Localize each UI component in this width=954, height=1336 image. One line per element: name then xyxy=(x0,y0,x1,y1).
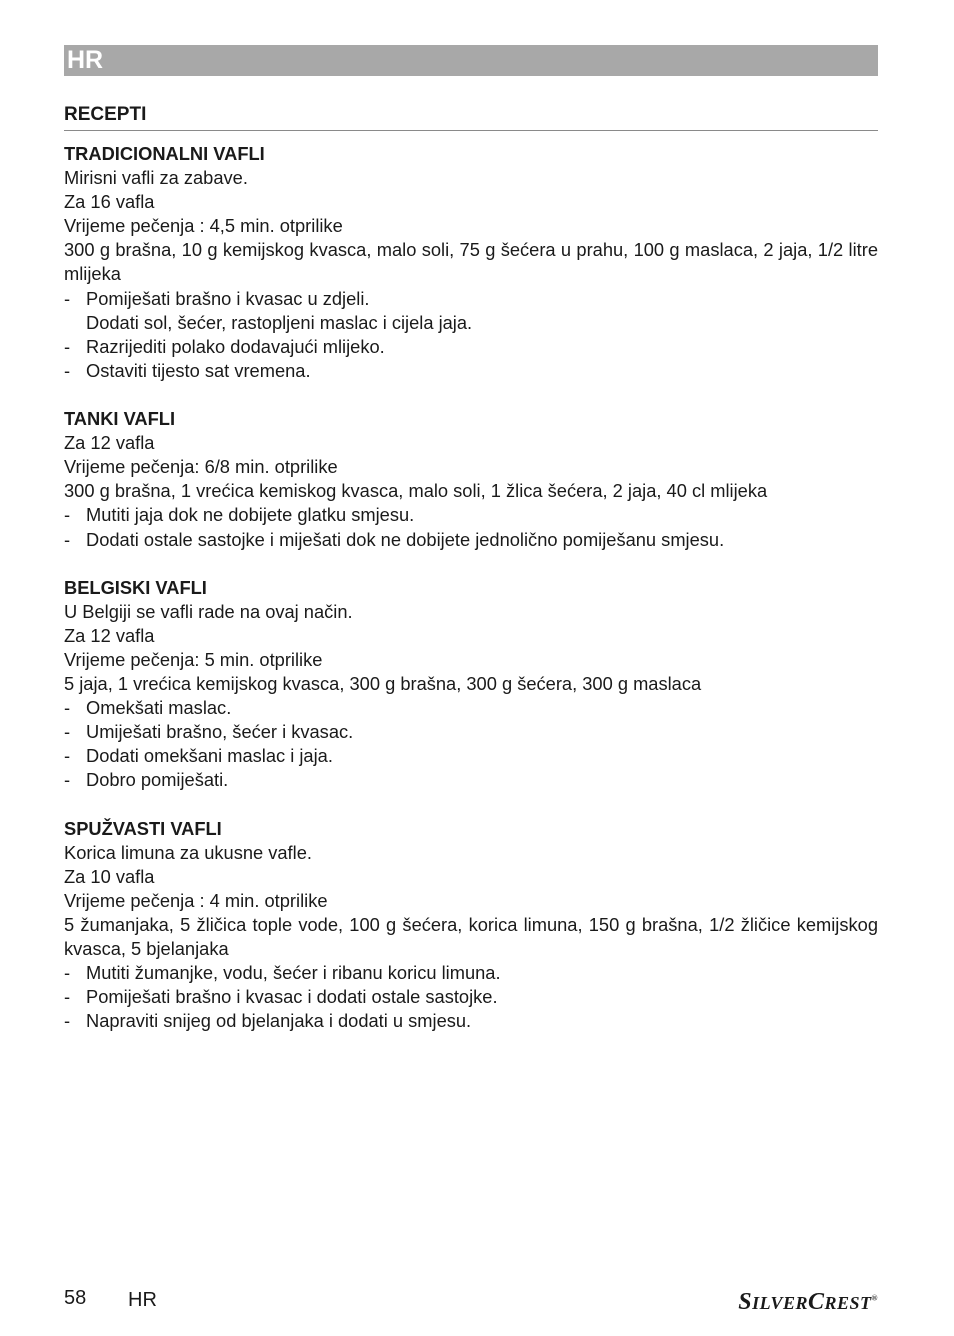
recipe-step xyxy=(64,985,878,1009)
recipe-step xyxy=(64,503,878,527)
step-marker: - xyxy=(64,697,71,719)
recipe-step xyxy=(64,696,878,720)
recipe-step xyxy=(64,768,878,792)
recipe-line: Vrijeme pečenja: 6/8 min. otprilike xyxy=(64,456,338,478)
recipe-line: Za 16 vafla xyxy=(64,191,155,213)
brand-logo: SILVERCREST® xyxy=(738,1289,878,1315)
step-text: Dodati ostale sastojke i miješati dok ne dobijete jednolično pomiješanu smjesu. xyxy=(86,528,725,550)
step-text: Mutiti žumanjke, vodu, šećer i ribanu koricu limuna. xyxy=(86,962,501,984)
recipe-sponge xyxy=(64,817,878,1034)
recipe-line: Vrijeme pečenja : 4 min. otprilike xyxy=(64,889,328,911)
step-marker: - xyxy=(64,335,71,357)
language-label: HR xyxy=(67,46,104,74)
recipe-ingredients: 5 jaja, 1 vrećica kemijskog kvasca, 300 g brašna, 300 g šećera, 300 g maslaca xyxy=(64,673,702,695)
recipe-line: Mirisni vafli za zabave. xyxy=(64,167,248,189)
step-text: Pomiješati brašno i kvasac i dodati ostale sastojke. xyxy=(86,986,498,1008)
recipe-step xyxy=(64,335,878,359)
step-marker: - xyxy=(64,745,71,767)
step-marker: - xyxy=(64,769,71,791)
step-text: Mutiti jaja dok ne dobijete glatku smjesu. xyxy=(86,504,415,526)
step-text: Pomiješati brašno i kvasac u zdjeli. xyxy=(86,287,370,309)
recipe-line: Za 10 vafla xyxy=(64,865,155,887)
recipes-content xyxy=(64,142,878,1058)
recipe-line: Korica limuna za ukusne vafle. xyxy=(64,841,312,863)
step-marker: - xyxy=(64,359,71,381)
recipe-line: Vrijeme pečenja: 5 min. otprilike xyxy=(64,648,323,670)
step-text: Ostaviti tijesto sat vremena. xyxy=(86,359,311,381)
step-marker: - xyxy=(64,528,71,550)
step-text: Dobro pomiješati. xyxy=(86,769,229,791)
step-text: Dodati omekšani maslac i jaja. xyxy=(86,745,333,767)
recipe-title: TANKI VAFLI xyxy=(64,408,176,430)
recipe-ingredients: 300 g brašna, 10 g kemijskog kvasca, malo soli, 75 g šećera u prahu, 100 g maslaca, 2 jaja, 1/2 litre mlijeka xyxy=(64,239,878,285)
step-marker: - xyxy=(64,504,71,526)
recipe-ingredients: 300 g brašna, 1 vrećica kemiskog kvasca, malo soli, 1 žlica šećera, 2 jaja, 40 cl mlijeka xyxy=(64,480,768,502)
footer-language: HR xyxy=(128,1289,157,1311)
step-text-continued: Dodati sol, šećer, rastopljeni maslac i cijela jaja. xyxy=(86,311,473,333)
step-marker: - xyxy=(64,962,71,984)
step-marker: - xyxy=(64,721,71,743)
recipe-step xyxy=(64,359,878,383)
recipe-title: TRADICIONALNI VAFLI xyxy=(64,143,265,164)
step-marker: - xyxy=(64,287,71,309)
step-text: Napraviti snijeg od bjelanjaka i dodati u smjesu. xyxy=(86,1010,472,1032)
section-title: RECEPTI xyxy=(64,104,878,131)
step-marker: - xyxy=(64,1010,71,1032)
step-text: Omekšati maslac. xyxy=(86,697,232,719)
recipe-title: BELGISKI VAFLI xyxy=(64,576,207,598)
recipe-step xyxy=(64,528,878,552)
recipe-step xyxy=(64,720,878,744)
recipe-ingredients: 5 žumanjaka, 5 žličica tople vode, 100 g šećera, korica limuna, 150 g brašna, 1/2 žličice kemijskog kvasca, 5 bjelanjaka xyxy=(64,914,878,960)
recipe-traditional xyxy=(64,142,878,383)
recipe-title: SPUŽVASTI VAFLI xyxy=(64,817,222,839)
step-text: Umiješati brašno, šećer i kvasac. xyxy=(86,721,354,743)
page-number: 58 xyxy=(64,1287,87,1309)
recipe-step xyxy=(64,287,878,335)
recipe-step xyxy=(64,1009,878,1033)
language-header-bar xyxy=(64,45,878,76)
recipe-line: Vrijeme pečenja : 4,5 min. otprilike xyxy=(64,215,343,237)
recipe-belgian xyxy=(64,576,878,793)
recipe-step xyxy=(64,744,878,768)
step-text: Razrijediti polako dodavajući mlijeko. xyxy=(86,335,385,357)
recipe-line: Za 12 vafla xyxy=(64,432,155,454)
recipe-step xyxy=(64,961,878,985)
recipe-thin xyxy=(64,407,878,552)
step-marker: - xyxy=(64,986,71,1008)
recipe-line: U Belgiji se vafli rade na ovaj način. xyxy=(64,600,353,622)
recipe-line: Za 12 vafla xyxy=(64,624,155,646)
